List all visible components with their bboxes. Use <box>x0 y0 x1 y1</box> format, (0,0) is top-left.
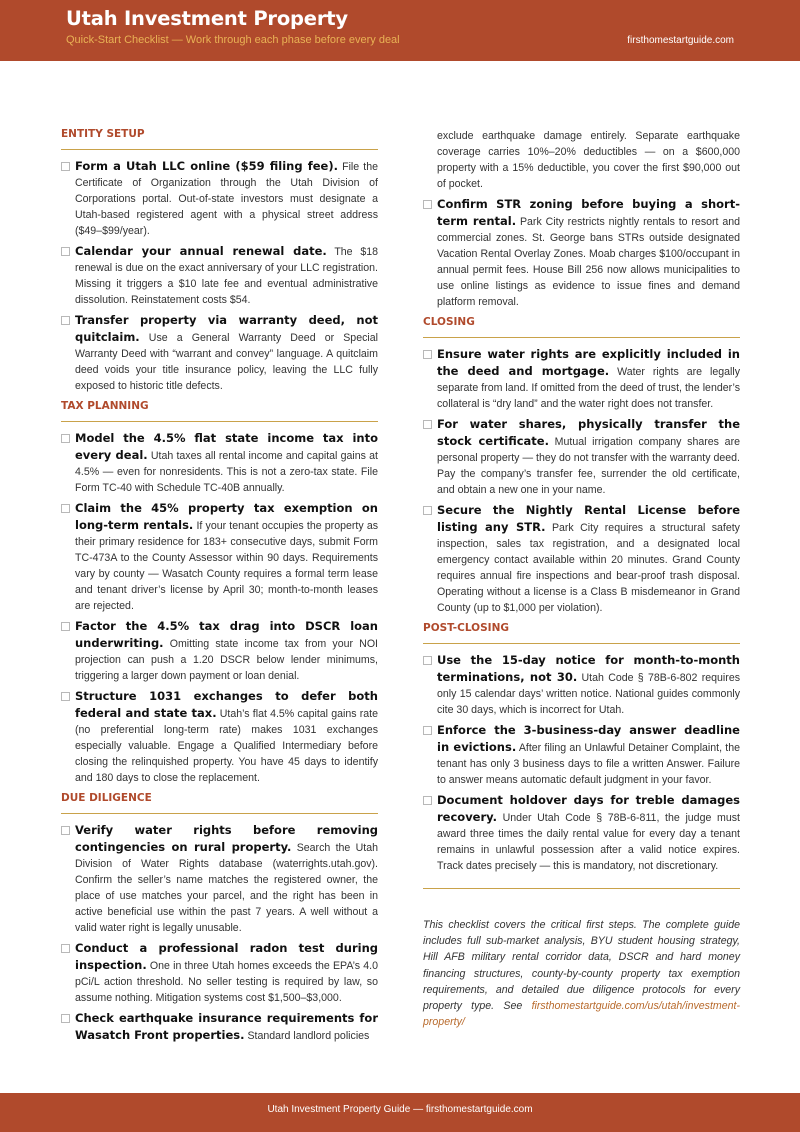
checkbox[interactable] <box>61 622 70 631</box>
checklist-item <box>61 618 378 684</box>
footer-text: Utah Investment Property Guide — firsthomestartguide.com <box>267 1104 533 1115</box>
item-heading: Use the 15-day notice for month-to-month terminations, not 30. <box>437 653 740 684</box>
checkbox[interactable] <box>423 506 432 515</box>
item-heading: Conduct a professional radon test during inspection. <box>75 941 378 972</box>
item-heading: Document holdover days for treble damages recovery. <box>437 793 740 824</box>
item-body: Utah’s flat 4.5% capital gains rate (no preferential long-term rate) makes 1031 exchanges especially valuable. Engage a Qualified Intermediary before closing the relinquished property. You have 45 days to identify and 180 days to close the replacement. <box>75 708 378 784</box>
section-post-closing <box>423 622 740 874</box>
item-heading: Claim the 45% property tax exemption on long-term rentals. <box>75 501 378 532</box>
checklist-item <box>423 792 740 874</box>
item-heading: Ensure water rights are explicitly included in the deed and mortgage. <box>437 347 740 378</box>
item-heading: Structure 1031 exchanges to defer both federal and state tax. <box>75 689 378 720</box>
checklist <box>423 128 740 310</box>
item-body: Mutual irrigation company shares are personal property — they do not transfer with the warranty deed. Pay the company’s transfer fee, surrender the old certificate, and obtain a new one in your name. <box>437 436 740 496</box>
checkbox[interactable] <box>423 656 432 665</box>
checkbox[interactable] <box>61 434 70 443</box>
page-title: Utah Investment Property <box>66 7 348 30</box>
item-heading: Verify water rights before removing contingencies on rural property. <box>75 823 378 854</box>
checklist-item <box>423 416 740 498</box>
checkbox[interactable] <box>423 200 432 209</box>
checklist-item <box>61 500 378 614</box>
checklist-item <box>61 822 378 936</box>
item-body: Park City restricts nightly rentals to resort and commercial zones. St. George bans STRs outside designated Vacation Rental Overlay Zones. Moab charges $100/occupant in annual permit fees. House Bill 256 now allows municipalities to use online listings as evidence to issue fines and demand platform removal. <box>437 216 741 308</box>
section-tax-planning <box>61 400 378 786</box>
section-title: POST-CLOSING <box>423 622 740 644</box>
checklist-item <box>61 688 378 786</box>
checkbox[interactable] <box>61 692 70 701</box>
item-heading: Transfer property via warranty deed, not quitclaim. <box>75 313 378 344</box>
checklist <box>61 158 378 394</box>
checklist-item <box>423 502 740 616</box>
checkbox[interactable] <box>61 504 70 513</box>
checkbox[interactable] <box>423 726 432 735</box>
checklist-item <box>423 346 740 412</box>
divider <box>423 888 740 889</box>
item-body: Utah taxes all rental income and capital gains at 4.5% — even for nonresidents. This is not a zero-tax state. File Form TC-40 with Schedule TC-40B annually. <box>75 450 379 494</box>
checkbox[interactable] <box>61 1014 70 1023</box>
checklist-item <box>61 243 378 308</box>
checkbox[interactable] <box>423 420 432 429</box>
item-body: Water rights are legally separate from land. If omitted from the deed of trust, the lender’s collateral is “dry land” and the water right does not transfer. <box>437 366 740 410</box>
section-title: TAX PLANNING <box>61 400 378 422</box>
item-heading: Calendar your annual renewal date. <box>75 244 327 258</box>
header-banner <box>0 0 800 61</box>
item-body: Omitting state income tax from your NOI projection can push a 1.20 DSCR below lender minimums, triggering a larger down payment or loan denial. <box>75 638 378 682</box>
section-title: DUE DILIGENCE <box>61 792 378 814</box>
checklist-item <box>61 430 378 496</box>
item-heading: Factor the 4.5% tax drag into DSCR loan underwriting. <box>75 619 378 650</box>
item-body: After filing an Unlawful Detainer Complaint, the tenant has only 3 business days to file a written Answer. Failure to answer means automatic default judgment in your favor. <box>437 742 740 786</box>
checkbox[interactable] <box>61 316 70 325</box>
item-heading: Confirm STR zoning before buying a short-term rental. <box>437 197 740 228</box>
checklist <box>61 822 378 1044</box>
checkbox[interactable] <box>61 944 70 953</box>
checkbox[interactable] <box>423 796 432 805</box>
item-heading: For water shares, physically transfer the stock certificate. <box>437 417 740 448</box>
checklist-item <box>61 940 378 1006</box>
item-heading: Enforce the 3-business-day answer deadline in evictions. <box>437 723 740 754</box>
checklist-item <box>61 312 378 394</box>
checkbox[interactable] <box>423 350 432 359</box>
checkbox[interactable] <box>61 162 70 171</box>
section-entity-setup <box>61 128 378 394</box>
checklist-item <box>423 196 740 310</box>
section-due-diligence <box>61 792 378 1044</box>
item-body: Utah Code § 78B-6-802 requires only 15 calendar days’ written notice. National guides commonly cite 30 days, which is incorrect for Utah. <box>437 672 741 716</box>
item-body: Standard landlord policies <box>247 1030 370 1042</box>
checklist <box>423 652 740 874</box>
item-heading: Model the 4.5% flat state income tax into every deal. <box>75 431 378 462</box>
left-column <box>61 128 378 1048</box>
item-body: The $18 renewal is due on the exact anniversary of your LLC registration. Missing it triggers a $10 late fee and eventual administrative dissolution. Reinstatement costs $54. <box>75 246 378 306</box>
item-body: Under Utah Code § 78B-6-811, the judge must award three times the daily rental value for every day a tenant remains in unlawful possession after a valid notice expires. Track dates precisely — this is mandatory, not discretionary. <box>437 812 740 872</box>
section-closing <box>423 316 740 616</box>
footer-banner <box>0 1093 800 1132</box>
checklist-item <box>423 652 740 718</box>
item-body: Park City requires a structural safety inspection, sales tax registration, and a designated local emergency contact available within 20 minutes. Grand County requires annual fire inspections and bear-proof trash disposal. Operating without a license is a Class B misdemeanor in Grand County (up to $1,000 per violation). <box>437 522 740 614</box>
checkbox[interactable] <box>61 826 70 835</box>
item-heading: Secure the Nightly Rental License before listing any STR. <box>437 503 740 534</box>
checklist <box>61 430 378 786</box>
note-text: This checklist covers the critical first steps. The complete guide includes full sub-market analysis, BYU student housing strategy, Hill AFB military rental corridor data, DSCR and hard money financing structures, county-by-county property tax exemption requirements, and detailed due diligence protocols for every property type. See <box>423 919 740 1013</box>
closing-note <box>423 917 740 1030</box>
item-heading: Check earthquake insurance requirements for Wasatch Front properties. <box>75 1011 378 1042</box>
item-body: File the Certificate of Organization through the Utah Division of Corporations portal. Out-of-state investors must designate a Utah-based registered agent with a physical street address ($49–$99/year). <box>75 161 378 237</box>
section-due-diligence-continued <box>423 128 740 310</box>
section-title: CLOSING <box>423 316 740 338</box>
item-body: One in three Utah homes exceeds the EPA’s 4.0 pCi/L action threshold. No seller testing is required by law, so assume nothing. Mitigation systems cost $1,500–$3,000. <box>75 960 378 1004</box>
right-column <box>423 128 740 1030</box>
checklist-item <box>61 1010 378 1044</box>
checklist-item-continued: exclude earthquake damage entirely. Separate earthquake coverage carries 10%–20% deductibles — on a $600,000 property with a 15% deductible, you cover the first $90,000 out of pocket. <box>437 130 740 190</box>
item-body: Use a General Warranty Deed or Special Warranty Deed with “warrant and convey” language. A quitclaim deed voids your title insurance policy, leaving the LLC fully exposed to historic title defects. <box>75 332 378 392</box>
guide-link[interactable]: firsthomestartguide.com/us/utah/investment-property/ <box>423 1000 740 1029</box>
checklist-item <box>423 722 740 788</box>
item-heading: Form a Utah LLC online ($59 filing fee). <box>75 159 338 173</box>
page-subtitle: Quick-Start Checklist — Work through each phase before every deal <box>66 34 400 46</box>
header-site-link[interactable]: firsthomestartguide.com <box>627 35 734 46</box>
checklist-item <box>61 158 378 239</box>
item-body: If your tenant occupies the property as their primary residence for 183+ consecutive days, submit Form TC-473A to the County Assessor within 90 days. Requirements vary by county — Wasatch County requires a formal term lease and tenant driver’s license by April 30; month-to-month leases are rejected. <box>75 520 379 612</box>
checklist <box>423 346 740 616</box>
checkbox[interactable] <box>61 247 70 256</box>
section-title: ENTITY SETUP <box>61 128 378 150</box>
item-body: Search the Utah Division of Water Rights database (waterrights.utah.gov). Confirm the seller’s name matches the registered owner, the place of use matches your parcel, and the right has been in active beneficial use within the past 7 years. A well without a valid water right is legally unusable. <box>75 842 378 934</box>
